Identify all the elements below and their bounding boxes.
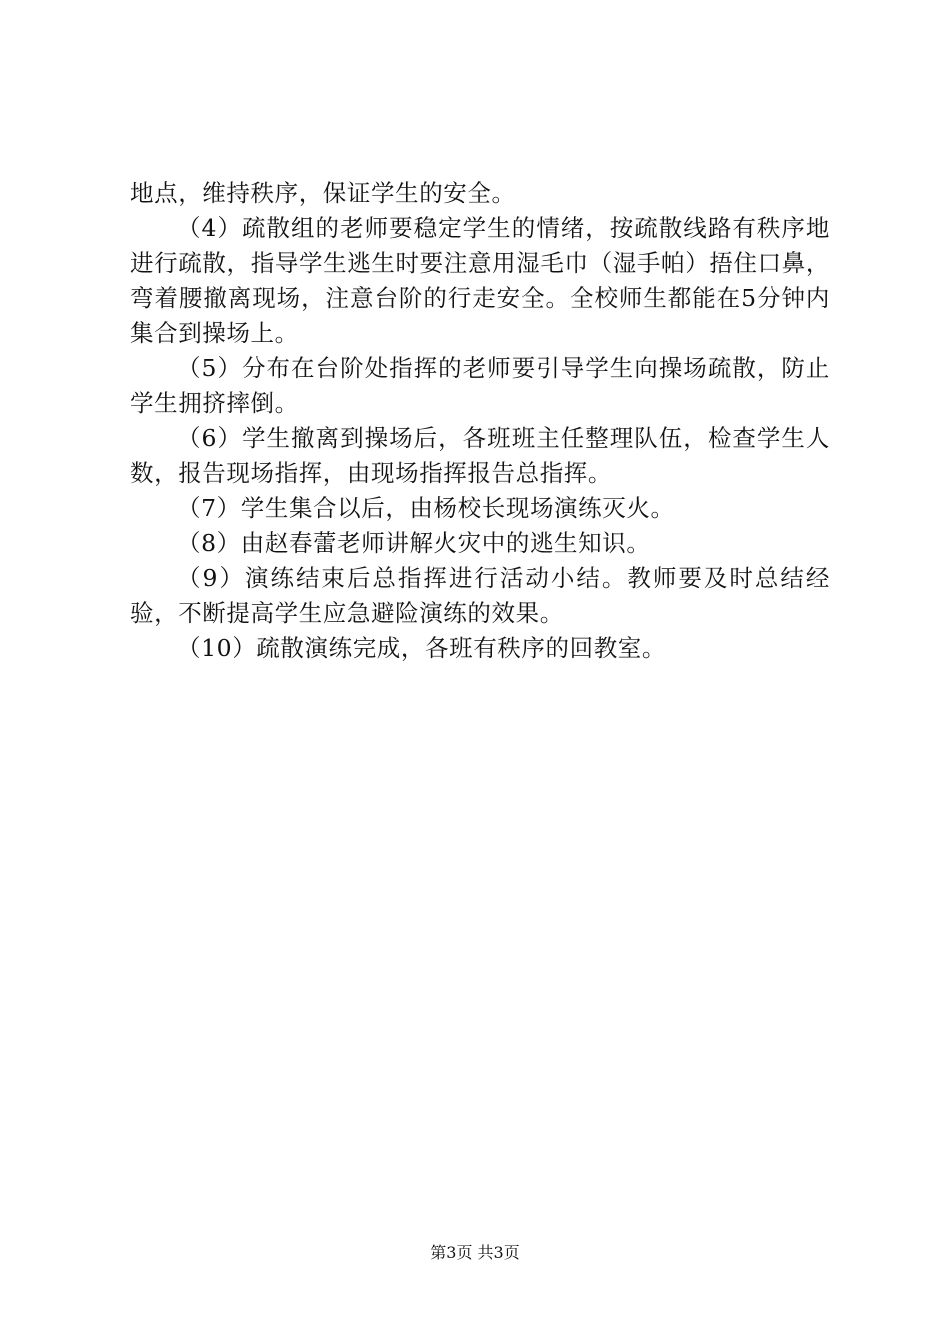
paragraph-item-8: （8）由赵春蕾老师讲解火灾中的逃生知识。 (177, 529, 651, 557)
paragraph-item-6: （6）学生撤离到操场后，各班班主任整理队伍，检查学生人数，报告现场指挥，由现场指挥报告总指挥。 (130, 424, 830, 487)
paragraph-continuation: 地点，维持秩序，保证学生的安全。 (130, 179, 516, 207)
page-footer (0, 1243, 950, 1263)
page-number-label: 第3页 共3页 (430, 1243, 520, 1262)
paragraph-item-9: （9）演练结束后总指挥进行活动小结。教师要及时总结经验，不断提高学生应急避险演练的效果。 (130, 564, 830, 627)
document-body (130, 176, 830, 666)
paragraph-item-5: （5）分布在台阶处指挥的老师要引导学生向操场疏散，防止学生拥挤摔倒。 (130, 354, 830, 417)
paragraph-item-10: （10）疏散演练完成，各班有秩序的回教室。 (177, 634, 667, 662)
paragraph-item-7: （7）学生集合以后，由杨校长现场演练灭火。 (177, 494, 675, 522)
paragraph-item-4: （4）疏散组的老师要稳定学生的情绪，按疏散线路有秩序地进行疏散，指导学生逃生时要注意用湿毛巾（湿手帕）捂住口鼻，弯着腰撤离现场，注意台阶的行走安全。全校师生都能在5分钟内集合到操场上。 (130, 214, 830, 347)
